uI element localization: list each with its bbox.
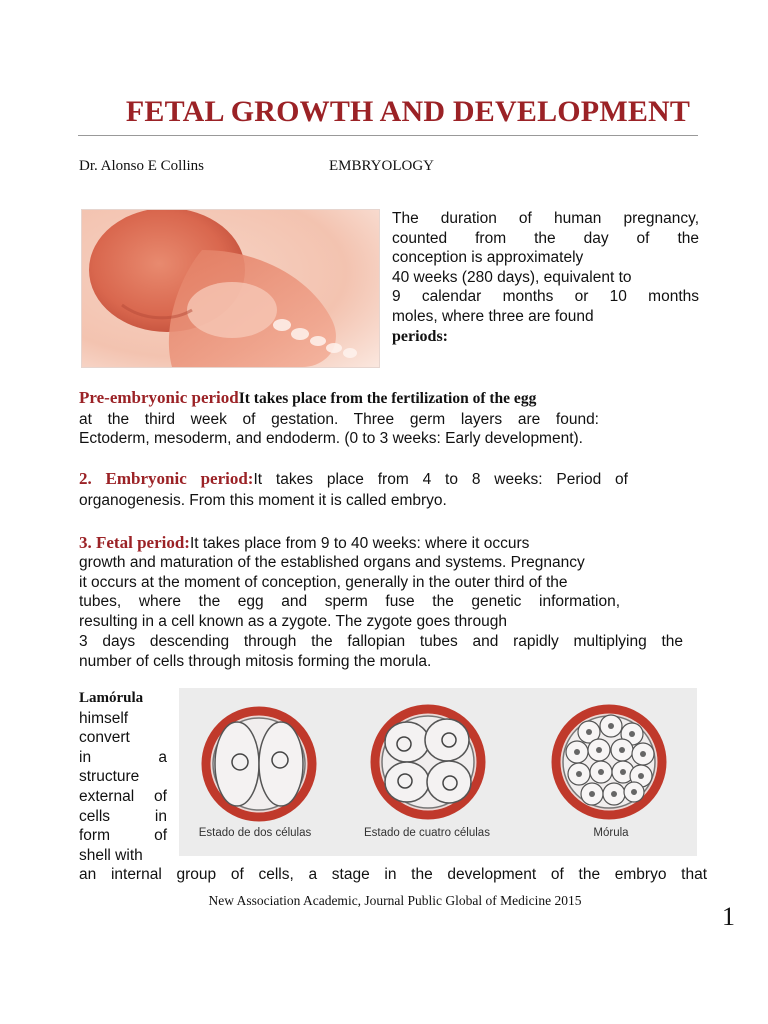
- four-cell-stage: [375, 709, 481, 815]
- pre-embryonic-line: at the third week of gestation. Three germ layers are found:: [79, 411, 599, 428]
- intro-line: The duration of human pregnancy,: [392, 210, 699, 227]
- embryonic-line: organogenesis. From this moment it is called embryo.: [79, 492, 447, 509]
- intro-line: 9 calendar months or 10 months: [392, 288, 699, 306]
- fetal-section: [79, 532, 699, 555]
- fetal-heading: 3. Fetal period:: [79, 533, 190, 552]
- morula-stage: [556, 709, 662, 815]
- morula-line: external of: [79, 787, 167, 805]
- morula-line: shell with: [79, 846, 143, 864]
- fetus-photo: [81, 209, 380, 368]
- intro-line: conception is approximately: [392, 249, 584, 267]
- fetus-illustration: [82, 210, 379, 367]
- morula-line: form of: [79, 827, 167, 845]
- morula-line: cells in: [79, 807, 167, 825]
- fetal-first-line: It takes place from 9 to 40 weeks: where it occurs: [189, 535, 530, 552]
- fetal-line: growth and maturation of the established organs and systems. Pregnancy: [79, 554, 585, 571]
- two-cell-stage: [206, 711, 312, 817]
- morula-line: in a: [79, 748, 167, 766]
- page-number: 1: [722, 902, 735, 931]
- morula-bottom-line: an internal group of cells, a stage in the development of the embryo that: [79, 866, 707, 883]
- embryonic-section: [79, 468, 628, 511]
- morula-column: [79, 689, 167, 865]
- periods-label: periods:: [392, 327, 448, 345]
- cell-division-diagram: [179, 688, 697, 856]
- fetal-line: tubes, where the egg and sperm fuse the genetic information,: [79, 593, 620, 610]
- fetal-line: it occurs at the moment of conception, generally in the outer third of the: [79, 573, 568, 591]
- embryonic-heading: 2. Embryonic period:: [79, 469, 254, 488]
- footer-citation: New Association Academic, Journal Public Global of Medicine 2015: [208, 893, 582, 908]
- fetal-line: number of cells through mitosis forming the morula.: [79, 652, 432, 670]
- intro-line: moles, where three are found: [392, 307, 594, 325]
- pre-embryonic-lead: It takes place from the fertilization of the egg: [238, 390, 537, 407]
- intro-line: counted from the day of the: [392, 229, 699, 247]
- four-cell-label: Estado de cuatro células: [364, 827, 490, 839]
- morula-line: convert: [79, 729, 130, 747]
- morula-line: structure: [79, 768, 140, 786]
- morula-heading: Lamórula: [79, 690, 144, 706]
- pre-embryonic-section: [79, 387, 599, 430]
- morula-label: Mórula: [593, 827, 629, 839]
- pre-embryonic-line: Ectoderm, mesoderm, and endoderm. (0 to 3 weeks: Early development).: [79, 430, 583, 447]
- two-cell-label: Estado de dos células: [198, 827, 312, 839]
- pre-embryonic-heading: Pre-embryonic period: [79, 388, 239, 407]
- embryonic-first-line: It takes place from 4 to 8 weeks: Period of: [253, 471, 628, 488]
- author-name: Dr. Alonso E Collins: [79, 158, 205, 174]
- title-divider: [78, 135, 698, 136]
- subject-label: EMBRYOLOGY: [329, 158, 435, 174]
- document-title: FETAL GROWTH AND DEVELOPMENT: [125, 95, 691, 128]
- intro-paragraph: [392, 209, 699, 347]
- cell-division-figure: [179, 688, 697, 856]
- intro-line: 40 weeks (280 days), equivalent to: [392, 268, 632, 286]
- morula-line: himself: [79, 709, 129, 727]
- fetal-line: 3 days descending through the fallopian tubes and rapidly multiplying the: [79, 633, 683, 650]
- fetal-line: resulting in a cell known as a zygote. The zygote goes through: [79, 613, 507, 630]
